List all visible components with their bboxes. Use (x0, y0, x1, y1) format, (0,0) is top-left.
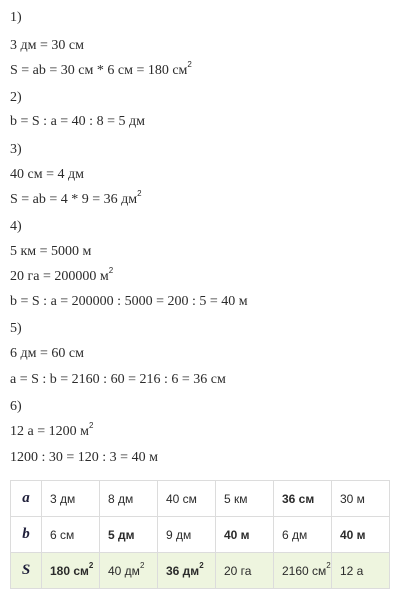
cell-b-1: 6 см (42, 517, 100, 553)
line-20ga-text: 20 га = 200000 м (10, 269, 109, 284)
step-3-label: 3) (10, 142, 22, 157)
cell-s-1 (42, 553, 100, 589)
cell-a-3: 40 см (158, 481, 216, 517)
cell-b-4: 40 м (216, 517, 274, 553)
cell-a-2: 8 дм (100, 481, 158, 517)
step-1-label: 1) (10, 10, 22, 25)
row-head-b: b (11, 517, 42, 553)
cell-s-4: 20 га (216, 553, 274, 589)
cell-s-5 (274, 553, 332, 589)
row-head-a: a (11, 481, 42, 517)
table-row-s (11, 553, 390, 589)
cell-b-6: 40 м (332, 517, 390, 553)
line-area-1-text: S = ab = 30 см * 6 см = 180 см (10, 63, 188, 78)
line-20ga-sup: 2 (108, 265, 114, 275)
line-b-1: b = S : a = 40 : 8 = 5 дм (10, 114, 145, 129)
cell-s-1-sup: 2 (88, 560, 94, 570)
line-area-2 (10, 188, 142, 208)
line-area-2-sup: 2 (137, 188, 142, 198)
table-row-b (11, 517, 390, 553)
cell-s-2-text: 40 дм (108, 563, 140, 578)
line-12a-sup: 2 (88, 420, 94, 430)
line-20ga (10, 265, 114, 285)
cell-s-3-text: 36 дм (166, 563, 200, 578)
cell-s-5-sup: 2 (326, 560, 331, 570)
step-4-label: 4) (10, 219, 22, 234)
line-3dm: 3 дм = 30 см (10, 38, 84, 53)
cell-a-1: 3 дм (42, 481, 100, 517)
line-b-2: b = S : a = 200000 : 5000 = 200 : 5 = 40 м (10, 294, 248, 309)
line-6dm: 6 дм = 60 см (10, 346, 84, 361)
line-area-1-sup: 2 (187, 59, 192, 69)
cell-s-1-text: 180 см (50, 563, 89, 578)
cell-s-6: 12 а (332, 553, 390, 589)
line-area-2-text: S = ab = 4 * 9 = 36 дм (10, 192, 138, 207)
line-12a-text: 12 a = 1200 м (10, 424, 89, 439)
line-area-1 (10, 59, 192, 79)
line-1200: 1200 : 30 = 120 : 3 = 40 м (10, 450, 158, 465)
table-row-a (11, 481, 390, 517)
line-40cm: 40 см = 4 дм (10, 167, 84, 182)
answer-table (10, 480, 390, 589)
cell-a-6: 30 м (332, 481, 390, 517)
line-a-1: a = S : b = 2160 : 60 = 216 : 6 = 36 см (10, 372, 226, 387)
cell-s-3 (158, 553, 216, 589)
step-2-label: 2) (10, 90, 22, 105)
cell-s-2 (100, 553, 158, 589)
cell-s-5-text: 2160 см (282, 563, 327, 578)
cell-s-3-sup: 2 (199, 560, 204, 570)
step-6-label: 6) (10, 399, 22, 414)
cell-b-5: 6 дм (274, 517, 332, 553)
cell-b-2: 5 дм (100, 517, 158, 553)
cell-b-3: 9 дм (158, 517, 216, 553)
cell-a-5: 36 см (274, 481, 332, 517)
cell-a-4: 5 км (216, 481, 274, 517)
step-5-label: 5) (10, 321, 22, 336)
row-head-s: S (11, 553, 42, 589)
line-12a (10, 420, 94, 440)
cell-s-2-sup: 2 (139, 560, 145, 570)
line-5km: 5 км = 5000 м (10, 244, 92, 259)
